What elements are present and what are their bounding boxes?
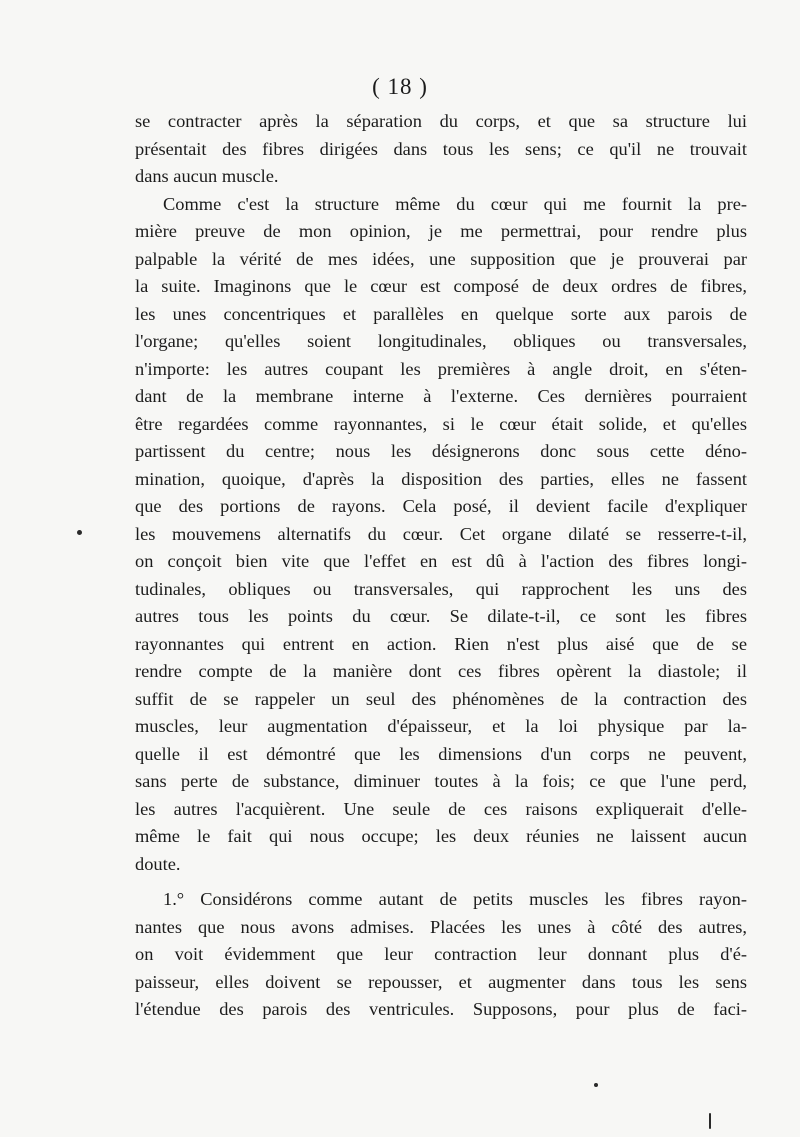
paragraph-gap bbox=[135, 878, 747, 886]
text-line: on voit évidemment que leur contraction leur donnant plus d'é- bbox=[135, 944, 747, 964]
text-line: même le fait qui nous occupe; les deux réunies ne laissent aucun bbox=[135, 826, 747, 846]
text-line: partissent du centre; nous les désignerons donc sous cette déno- bbox=[135, 441, 747, 461]
text-line: doute. bbox=[135, 853, 181, 874]
text-line: dans aucun muscle. bbox=[135, 166, 279, 186]
text-line: rendre compte de la manière dont ces fibres opèrent la diastole; il bbox=[135, 661, 747, 681]
text-line: présentait des fibres dirigées dans tous les sens; ce qu'il ne trouvait bbox=[135, 138, 747, 159]
text-line: l'étendue des parois des ventricules. Supposons, pour plus de faci- bbox=[135, 999, 747, 1019]
text-line: sans perte de substance, diminuer toutes à la fois; ce que l'une perd, bbox=[135, 771, 747, 791]
text-line: dant de la membrane interne à l'externe. Ces dernières pourraient bbox=[135, 386, 747, 406]
text-line: les mouvemens alternatifs du cœur. Cet organe dilaté se resserre-t-il, bbox=[135, 523, 747, 544]
text-line: quelle il est démontré que les dimensions d'un corps ne peuvent, bbox=[135, 743, 747, 764]
text-line: on conçoit bien vite que l'effet en est dû à l'action des fibres longi- bbox=[135, 551, 747, 571]
text-line: autres tous les points du cœur. Se dilate-t-il, ce sont les fibres bbox=[135, 606, 747, 626]
text-line: n'importe: les autres coupant les premières à angle droit, en s'éten- bbox=[135, 358, 747, 379]
text-line: 1.° Considérons comme autant de petits muscles les fibres rayon- bbox=[163, 889, 747, 909]
text-line: suffit de se rappeler un seul des phénomènes de la contraction des bbox=[135, 688, 747, 709]
text-line: être regardées comme rayonnantes, si le cœur était solide, et qu'elles bbox=[135, 413, 747, 434]
body-text bbox=[135, 108, 747, 1024]
text-line: mière preuve de mon opinion, je me permettrai, pour rendre plus bbox=[135, 221, 747, 241]
text-line: Comme c'est la structure même du cœur qui me fournit la pre- bbox=[163, 193, 747, 214]
text-line: la suite. Imaginons que le cœur est composé de deux ordres de fibres, bbox=[135, 276, 747, 296]
text-line: paisseur, elles doivent se repousser, et augmenter dans tous les sens bbox=[135, 971, 747, 992]
text-line: se contracter après la séparation du corps, et que sa structure lui bbox=[135, 111, 747, 131]
text-line: palpable la vérité de mes idées, une supposition que je prouverai par bbox=[135, 248, 747, 269]
ink-mark bbox=[709, 1113, 711, 1129]
text-line: rayonnantes qui entrent en action. Rien n'est plus aisé que de se bbox=[135, 633, 747, 654]
text-line: tudinales, obliques ou transversales, qui rapprochent les uns des bbox=[135, 578, 747, 599]
page-number: ( 18 ) bbox=[372, 74, 428, 99]
text-line: mination, quoique, d'après la disposition des parties, elles ne fassent bbox=[135, 468, 747, 489]
text-line: l'organe; qu'elles soient longitudinales, obliques ou transversales, bbox=[135, 331, 747, 351]
text-line: les unes concentriques et parallèles en quelque sorte aux parois de bbox=[135, 303, 747, 324]
text-line: nantes que nous avons admises. Placées les unes à côté des autres, bbox=[135, 916, 747, 937]
ink-spot bbox=[77, 530, 82, 535]
ink-spot bbox=[594, 1083, 598, 1087]
text-line: les autres l'acquièrent. Une seule de ces raisons expliquerait d'elle- bbox=[135, 798, 747, 819]
text-line: muscles, leur augmentation d'épaisseur, et la loi physique par la- bbox=[135, 716, 747, 736]
text-line: que des portions de rayons. Cela posé, il devient facile d'expliquer bbox=[135, 496, 747, 516]
